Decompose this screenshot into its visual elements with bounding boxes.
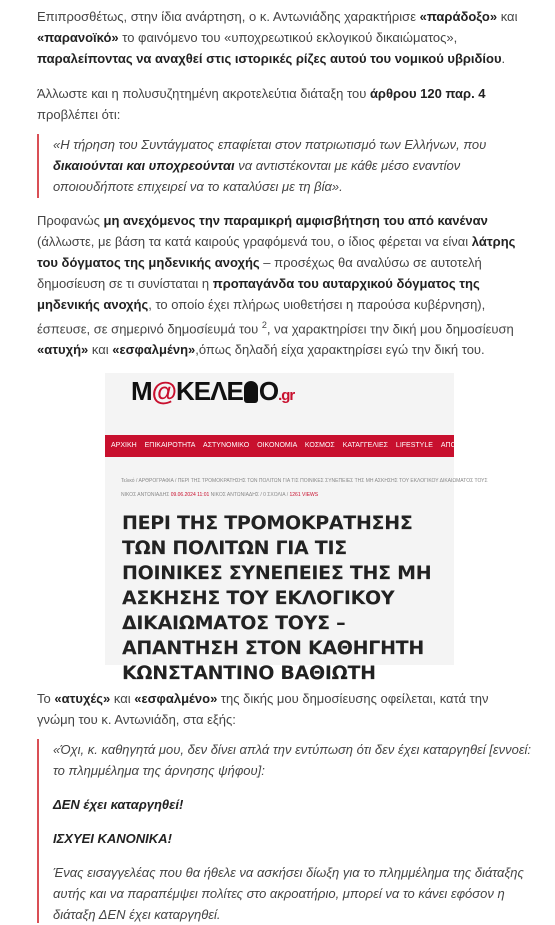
text: , το οποίο έχει πλήρως υιοθετήσει η παρούσα κυβέρνηση), έσπευσε, σε σημερινό δημοσίευμά του xyxy=(37,297,486,337)
text: , να χαρακτηρίσει την δική μου δημοσίευση xyxy=(266,321,514,337)
article-headline: ΠΕΡΙ ΤΗΣ ΤΡΟΜΟΚΡΑΤΗΣΗΣ ΤΩΝ ΠΟΛΙΤΩΝ ΓΙΑ ΤΙΣ ΠΟΙΝΙΚΕΣ ΣΥΝΕΠΕΙΕΣ ΤΗΣ ΜΗ ΑΣΚΗΣΗΣ ΤΟΥ ΕΚΛΟΓΙΚΟΥ ΔΙΚΑΙΩΜΑΤΟΣ ΤΟΥΣ – ΑΠΑΝΤΗΣΗ ΣΤΟΝ ΚΑΘΗΓΗΤΗ ΚΩΝΣΤΑΝΤΙΝΟ ΒΑΘΙΩΤΗ xyxy=(122,512,432,684)
text: ,όπως δηλαδή είχα χαρακτηρίσει εγώ την δική του. xyxy=(195,342,485,358)
bold-text: μη ανεχόμενος την παραμικρή αμφισβήτηση του από κανέναν xyxy=(103,213,488,228)
meta-views: 1261 VIEWS xyxy=(289,492,319,498)
nav-item: ΕΠΙΚΑΙΡΟΤΗΤΑ xyxy=(144,442,196,449)
text: Άλλωστε και η πολυσυζητημένη ακροτελεύτια διάταξη του xyxy=(37,86,370,101)
text: (άλλωστε, με βάση τα κατά καιρούς γραφόμενά του, ο ίδιος φέρεται να είναι xyxy=(37,234,472,249)
logo-at: @ xyxy=(151,376,177,406)
bold-text: παραλείποντας να αναχθεί στις ιστορικές ρίζες αυτού του νομικού υβριδίου xyxy=(37,51,502,66)
microphone-icon xyxy=(244,381,258,403)
nav-item: ΑΠΟΚΑΛΥΨΗ xyxy=(440,442,486,449)
nav-item: ΑΥΤΟ xyxy=(493,442,512,449)
meta-info: ΝΙΚΟΣ ΑΝΤΩΝΙΑΔΗΣ / 0 ΣΧΟΛΙΑ / xyxy=(210,492,289,498)
quote-line-bold xyxy=(53,794,533,815)
meta-date: 09.06.2024 11:01 xyxy=(170,492,210,498)
bold-text: ΙΣΧΥΕΙ ΚΑΝΟΝΙΚΑ! xyxy=(53,831,172,846)
quote-text xyxy=(53,134,533,197)
paragraph-2 xyxy=(37,83,521,125)
footnote-link[interactable]: 2 xyxy=(261,320,267,330)
text: και xyxy=(497,9,518,24)
text: και xyxy=(110,691,135,706)
text: της δικής μου δημοσίευσης οφείλεται, κατά την γνώμη του κ. Αντωνιάδη, στα εξής: xyxy=(37,691,489,727)
article-screenshot-image xyxy=(105,373,512,684)
quote-line-bold xyxy=(53,828,533,849)
nav-item: ΚΟΣΜΟΣ xyxy=(304,442,335,449)
nav-item: ΑΣΤΥΝΟΜΙΚΟ xyxy=(203,442,250,449)
nav-item: ΑΡΧΙΚΗ xyxy=(111,442,137,449)
paragraph-1 xyxy=(37,6,521,69)
text: προβλέπει ότι: xyxy=(37,107,121,122)
bold-text: «ατυχές» xyxy=(54,691,111,706)
logo-letter: M xyxy=(131,376,152,406)
site-nav xyxy=(105,435,512,457)
bold-text: δικαιούνται και υποχρεούνται xyxy=(53,158,235,173)
paragraph-3 xyxy=(37,210,521,360)
bold-text: «εσφαλμένο» xyxy=(134,691,218,706)
bold-text: άρθρου 120 παρ. 4 xyxy=(369,86,486,101)
text: Επιπροσθέτως, στην ίδια ανάρτηση, ο κ. Αντωνιάδης χαρακτήρισε xyxy=(37,9,420,24)
makeleio-logo xyxy=(131,376,295,406)
bold-text: ΔΕΝ έχει καταργηθεί! xyxy=(53,797,184,812)
bold-text: «εσφαλμένη» xyxy=(112,342,196,358)
text: «Η τήρηση του Συντάγματος επαφίεται στον πατριωτισμό των Ελλήνων, που xyxy=(53,137,487,152)
text: – προσέχως θα αναλύσω σε αυτοτελή δημοσίευση σε τι συνίσταται η xyxy=(37,255,482,291)
blockquote-reply xyxy=(37,739,533,923)
nav-item: LIFESTYLE xyxy=(395,442,433,449)
bold-text: προπαγάνδα του αυταρχικού δόγματος της μηδενικής ανοχής xyxy=(37,276,480,312)
text: να αντιστέκονται με κάθε μέσο εναντίον οποιουδήποτε επιχειρεί να το καταλύσει με τη βία». xyxy=(53,158,461,194)
logo-letters: ΚΕΛΕ xyxy=(176,376,243,406)
logo-letter: Ο xyxy=(258,376,279,406)
text: Το xyxy=(37,691,55,706)
quote-line: Ένας εισαγγελέας που θα ήθελε να ασκήσει δίωξη για το πλημμέλημα της διάταξης αυτής και να παραπέμψει πολίτες στο ακροατήριο, μπορεί να το κάνει εφόσον η διάταξη ΔΕΝ έχει καταργηθεί. xyxy=(53,865,524,922)
text: το φαινόμενο του «υποχρεωτικού εκλογικού δικαιώματος», xyxy=(118,30,458,45)
bold-text: «παρανοϊκό» xyxy=(37,30,119,45)
quote-line: «Όχι, κ. καθηγητά μου, δεν δίνει απλά την εντύπωση ότι δεν έχει καταργηθεί [εννοεί: το πλημμέλημα της άρνησης ψήφου]: xyxy=(53,742,532,778)
text: και xyxy=(88,342,113,358)
site-header xyxy=(105,373,454,435)
text: Προφανώς xyxy=(37,213,104,228)
breadcrumb: Τελικό / ΑΡΘΡΟΓΡΑΦΙΑ / ΠΕΡΙ ΤΗΣ ΤΡΟΜΟΚΡΑΤΗΣΗΣ ΤΩΝ ΠΟΛΙΤΩΝ ΓΙΑ ΤΙΣ ΠΟΙΝΙΚΕΣ ΣΥΝΕΠΕΙΕΣ ΤΗΣ ΜΗ ΑΣΚΗΣΗΣ ΤΟΥ ΕΚΛΟΓΙΚΟΥ ΔΙΚΑΙΩΜΑΤΟΣ ΤΟΥΣ xyxy=(121,478,488,484)
paragraph-4 xyxy=(37,688,521,730)
meta-author: ΝΙΚΟΣ ΑΝΤΩΝΙΑΔΗΣ xyxy=(121,492,170,498)
bold-text: λάτρης του δόγματος της μηδενικής ανοχής xyxy=(37,234,516,270)
blockquote-constitution xyxy=(37,134,533,198)
nav-item: ΟΙΚΟΝΟΜΙΑ xyxy=(257,442,297,449)
text: . xyxy=(501,51,506,66)
logo-domain: .gr xyxy=(278,387,295,404)
bold-text: «ατυχή» xyxy=(37,342,89,358)
bold-text: «παράδοξο» xyxy=(419,9,498,24)
article-meta xyxy=(121,485,318,506)
nav-item: ΚΑΤΑΓΓΕΛΙΕΣ xyxy=(342,442,388,449)
